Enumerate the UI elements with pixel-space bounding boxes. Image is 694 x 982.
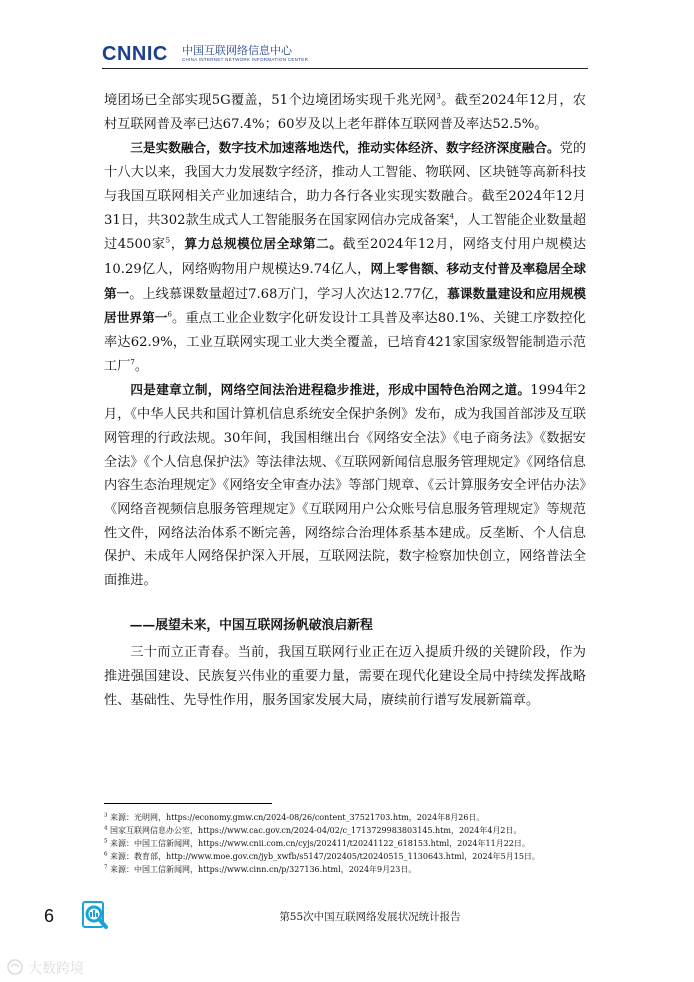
report-title: 第55次中国互联网络发展状况统计报告 xyxy=(279,911,461,923)
footnote-item: $^3$ 来源：光明网，https://economy.gmw.cn/2024-08/26/content_37521703.htm，2024年8月26日。 xyxy=(104,812,485,822)
main-content xyxy=(104,89,586,713)
footnote-item: $^4$ 国家互联网信息办公室，https://www.cac.gov.cn/2024-04/02/c_1713729983803145.htm，2024年4月2日。 xyxy=(104,825,522,835)
footnote-item: $^7$ 来源：中国工信新闻网，https://www.cinn.cn/p/327136.html，2024年9月23日。 xyxy=(104,864,417,874)
header-divider xyxy=(102,68,588,69)
page-number: 6 xyxy=(44,906,55,926)
paragraph-digital-integration: 三是实数融合，数字技术加速落地迭代，推动实体经济、数字经济深度融合。党的十八大以来，我国大力发展数字经济，推动人工智能、物联网、区块链等高新科技与我国互联网相关产业加速结合，助力各行各业实现实数融合。截至2024年12月31日，共302款生成式人工智能服务在国家网信办完成备案$^4$，人工智能企业数量超过4500家$^5$，算力总规模位居全球第二。截至2024年12月，网络支付用户规模达10.29亿人，网络购物用户规模达9.74亿人，网上零售额、移动支付普及率稳居全球第一。上线慕课数量超过7.68万门，学习人次达12.77亿，慕课数量建设和应用规模居世界第一$^6$。重点工业企业数字化研发设计工具普及率达80.1%、关键工序数控化率达62.9%，工业互联网实现工业大类全覆盖，已培育421家国家级智能制造示范工厂$^7$。 xyxy=(104,140,587,374)
org-name-cn: 中国互联网络信息中心 xyxy=(182,44,292,57)
footnotes xyxy=(104,812,586,877)
footnote-divider xyxy=(104,803,272,804)
footnote-item: $^6$ 来源：教育部，http://www.moe.gov.cn/jyb_xwfb/s5147/202405/t20240515_1130643.html，2024年5月15日。 xyxy=(104,851,540,861)
watermark-text: 大数跨境 xyxy=(28,961,84,977)
paragraph-outlook: 三十而立正青春。当前，我国互联网行业正在迈入提质升级的关键阶段，作为推进强国建设、民族复兴伟业的重要力量，需要在现代化建设全局中持续发挥战略性、基础性、先导性作用，服务国家发展大局，赓续前行谱写发展新篇章。 xyxy=(104,645,586,708)
footnote-item: $^5$ 来源：中国工信新闻网，https://www.cnii.com.cn/cyjs/202411/t20241122_618153.html，2024年11月22日。 xyxy=(104,838,530,848)
watermark xyxy=(6,958,96,978)
paragraph-rural-coverage: 境团场已全部实现5G覆盖，51个边境团场实现千兆光网$^3$。截至2024年12月，农村互联网普及率已达67.4%；60岁及以上老年群体互联网普及率达52.5%。 xyxy=(104,92,586,132)
paragraph-rule-of-law: 四是建章立制，网络空间法治进程稳步推进，形成中国特色治网之道。1994年2月，《中华人民共和国计算机信息系统安全保护条例》发布，成为我国首部涉及互联网管理的行政法规。30年间，我国相继出台《网络安全法》《电子商务法》《数据安全法》《个人信息保护法》等法律法规、《互联网新闻信息服务管理规定》《网络信息内容生态治理规定》《网络安全审查办法》等部门规章、《云计算服务安全评估办法》《网络音视频信息服务管理规定》《互联网用户公众账号信息服务管理规定》等规范性文件，网络法治体系不断完善，网络综合治理体系基本建成。反垄断、个人信息保护、未成年人网络保护深入开展，互联网法院，数字检察加快创立，网络普法全面推进。 xyxy=(104,382,586,589)
org-name-en: CHINA INTERNET NETWORK INFORMATION CENTER xyxy=(182,57,309,62)
section-heading: ——展望未来，中国互联网扬帆破浪启新程 xyxy=(129,617,373,633)
cnnic-logo: CNNIC xyxy=(102,43,168,65)
watermark-logo-icon xyxy=(6,958,24,976)
page-header xyxy=(102,40,588,70)
magnifier-report-icon xyxy=(80,900,110,930)
